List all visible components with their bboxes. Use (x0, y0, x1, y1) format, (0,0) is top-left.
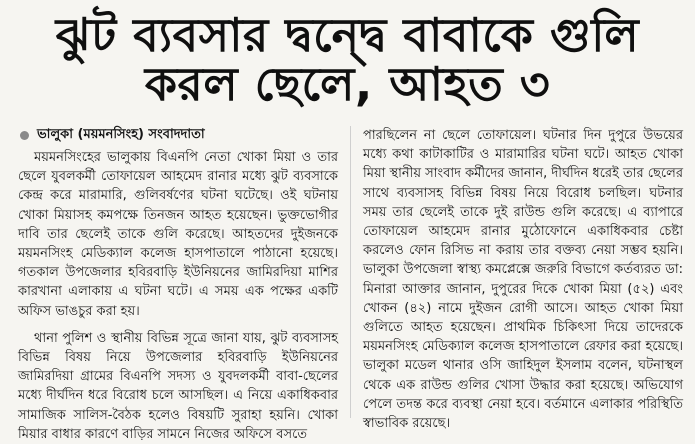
article-column-right (363, 126, 683, 432)
column-divider (350, 126, 351, 418)
byline (18, 126, 338, 144)
paragraph: ময়মনসিংহের ভালুকায় বিএনপি নেতা খোকা মিয়া ও তার ছেলে যুবলকর্মী তোফায়েল আহমেদ রানার মধ্যে ঝুট ব্যবসাকে কেন্দ্র করে মারামারি, গুলিবর্ষণের ঘটনা ঘটেছে। ওই ঘটনায় খোকা মিয়াসহ কমপক্ষে তিনজন আহত হয়েছেন। ভুক্তভোগীর দাবি তার ছেলেই তাকে গুলি করেছে। আহতদের দুইজনকে ময়মনসিংহ মেডিক্যাল কলেজ হাসপাতালে পাঠানো হয়েছে। গতকাল উপজেলার হবিরবাড়ি ইউনিয়নের জামিরদিয়া মাশির কারখানা এলাকায় এ ঘটনা ঘটে। এ সময় এক পক্ষের একটি অফিস ভাঙচুর করা হয়। (18, 150, 338, 319)
article-body (18, 126, 683, 442)
headline-line-2: করল ছেলে, আহত ৩ (144, 56, 551, 111)
byline-text: ভালুকা (ময়মনসিংহ) সংবাদদাতা (37, 127, 205, 142)
headline-line-1: ঝুট ব্যবসার দ্বন্দ্বে বাবাকে গুলি (55, 8, 640, 62)
byline-bullet-icon (20, 131, 29, 140)
paragraph: পারছিলেন না ছেলে তোফায়েল। ঘটনার দিন দুপুরে উভয়ের মধ্যে কথা কাটাকাটির ও মারামারির ঘটনা ঘটে। আহত খোকা মিয়া স্থানীয় সাংবাদ কর্মীদের জানান, দীর্ঘদিন ধরেই তার ছেলের সাথে ব্যবসাসহ বিভিন্ন বিষয় নিয়ে বিরোধ চলছিল। ঘটনার সময় তার ছেলেই তাকে দুই রাউন্ড গুলি করেছে। এ ব্যাপারে তোফায়েল আহমেদ রানার মুঠোফোনে একাধিকবার চেষ্টা করলেও ফোন রিসিভ না করায় তার বক্তব্য নেয়া সম্ভব হয়নি। ভালুকা উপজেলা স্বাস্থ্য কমপ্লেক্সে জরুরি বিভাগে কর্তব্যরত ডা: মিনারা আক্তার জানান, দুপুরের দিকে খোকা মিয়া (৫২) এবং খোকন (৪২) নামে দুইজন রোগী আসে। আহত খোকা মিয়া গুলিতে আহত হয়েছেন। প্রাথমিক চিকিৎসা দিয়ে তাদেরকে ময়মনসিংহ মেডিক্যাল কলেজ হাসপাতালে রেফার করা হয়েছে। ভালুকা মডেল থানার ওসি জাহিদুল ইসলাম বলেন, ঘটনাস্থল থেকে এক রাউন্ড গুলির খোসা উদ্ধার করা হয়েছে। অভিযোগ পেলে তদন্ত করে ব্যবস্থা নেয়া হবে। বর্তমানে এলাকার পরিস্থিতি স্বাভাবিক রয়েছে। (363, 128, 683, 432)
article-column-left (18, 126, 338, 442)
headline (18, 8, 677, 111)
paragraph: থানা পুলিশ ও স্থানীয় বিভিন্ন সূত্রে জানা যায়, ঝুট ব্যবসাসহ বিভিন্ন বিষয় নিয়ে উপজেলার হবিরবাড়ি ইউনিয়নের জামিরদিয়া গ্রামের বিএনপি সদস্য ও যুবদলকর্মী বাবা-ছেলের মধ্যে দীর্ঘদিন ধরে বিরোধ চলে আসছিল। এ নিয়ে একাধিকবার সামাজিক সালিস-বৈঠক হলেও বিষয়টি সুরাহা হয়নি। খোকা মিয়ার বাধার কারণে বাড়ির সামনে নিজের অফিসে বসতে (18, 330, 338, 442)
